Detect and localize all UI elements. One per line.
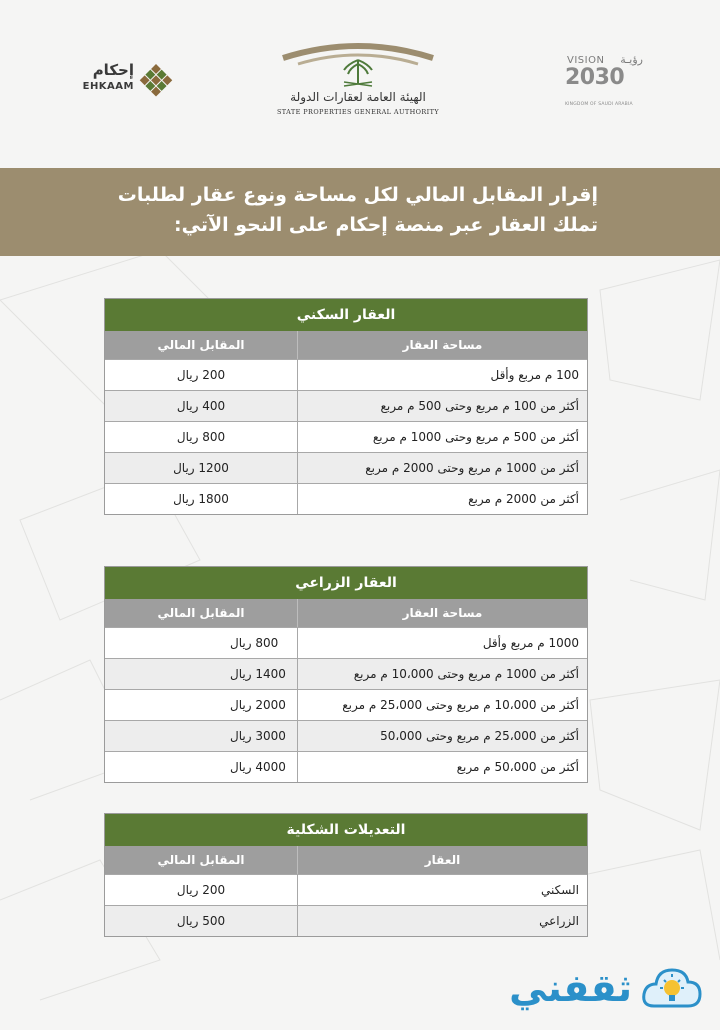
agricultural-table bbox=[104, 566, 588, 783]
cell-price: 3000 ريال bbox=[230, 729, 286, 743]
cell-area: أكثر من 25،000 م مربع وحتى 50،000 bbox=[297, 721, 587, 751]
cell-area: أكثر من 1000 م مربع وحتى 10،000 م مربع bbox=[297, 659, 587, 689]
table-title: العقار السكني bbox=[105, 299, 587, 331]
ehkaam-english: EHKAAM bbox=[82, 81, 134, 92]
cell-area: 100 م مربع وأقل bbox=[297, 360, 587, 390]
table-row bbox=[105, 452, 587, 483]
ehkaam-arabic: إحكام bbox=[92, 61, 134, 79]
thaqfny-logo bbox=[502, 958, 712, 1024]
column-header-price: المقابل المالي bbox=[157, 853, 245, 867]
banner-title bbox=[98, 180, 598, 240]
vision-word: VISION bbox=[567, 55, 605, 66]
cell-area: أكثر من 2000 م مربع bbox=[297, 484, 587, 514]
column-header-area: مساحة العقار bbox=[297, 599, 587, 627]
vision-2030-logo bbox=[555, 55, 655, 115]
cell-price: 2000 ريال bbox=[230, 698, 286, 712]
table-row bbox=[105, 720, 587, 751]
formal-amendments-table bbox=[104, 813, 588, 937]
table-row bbox=[105, 421, 587, 452]
ehkaam-logo bbox=[70, 55, 190, 125]
cell-price: 200 ريال bbox=[176, 883, 226, 897]
table-row bbox=[105, 390, 587, 421]
cell-area: أكثر من 500 م مربع وحتى 1000 م مربع bbox=[297, 422, 587, 452]
title-banner bbox=[0, 168, 720, 256]
ehkaam-mark-icon bbox=[136, 61, 176, 101]
column-header-property: العقار bbox=[297, 846, 587, 874]
banner-line-1: إقرار المقابل المالي لكل مساحة ونوع عقار لطلبات bbox=[117, 184, 598, 206]
spga-logo bbox=[268, 38, 448, 123]
table-row bbox=[105, 627, 587, 658]
cell-property: الزراعي bbox=[297, 906, 587, 936]
column-header-area: مساحة العقار bbox=[297, 331, 587, 359]
table-row bbox=[105, 689, 587, 720]
cell-price: 200 ريال bbox=[176, 368, 226, 382]
thaqfny-brand-text: ثقفني bbox=[509, 966, 632, 1010]
table-row bbox=[105, 483, 587, 514]
cell-price: 1400 ريال bbox=[230, 667, 286, 681]
cell-price: 400 ريال bbox=[176, 399, 226, 413]
cell-price: 1800 ريال bbox=[173, 492, 229, 506]
table-row bbox=[105, 874, 587, 905]
spga-arabic-name: الهيئة العامة لعقارات الدولة bbox=[290, 90, 426, 104]
cell-area: أكثر من 1000 م مربع وحتى 2000 م مربع bbox=[297, 453, 587, 483]
cell-area: 1000 م مربع وأقل bbox=[297, 628, 587, 658]
vision-year: 2030 bbox=[565, 65, 625, 90]
cell-area: أكثر من 10،000 م مربع وحتى 25،000 م مربع bbox=[297, 690, 587, 720]
table-column-headers bbox=[105, 846, 587, 874]
table-row bbox=[105, 658, 587, 689]
table-row bbox=[105, 905, 587, 936]
vision-country: KINGDOM OF SAUDI ARABIA bbox=[565, 102, 633, 107]
lightbulb-cloud-icon bbox=[640, 960, 704, 1018]
spga-emblem-icon bbox=[278, 38, 438, 90]
spga-english-name: STATE PROPERTIES GENERAL AUTHORITY bbox=[276, 108, 440, 116]
cell-property: السكني bbox=[297, 875, 587, 905]
table-title: التعديلات الشكلية bbox=[105, 814, 587, 846]
column-header-price: المقابل المالي bbox=[157, 606, 245, 620]
cell-price: 4000 ريال bbox=[230, 760, 286, 774]
banner-line-2: تملك العقار عبر منصة إحكام على النحو الآتي: bbox=[174, 214, 598, 236]
cell-area: أكثر من 50،000 م مربع bbox=[297, 752, 587, 782]
table-title: العقار الزراعي bbox=[105, 567, 587, 599]
table-row bbox=[105, 751, 587, 782]
cell-price: 1200 ريال bbox=[173, 461, 229, 475]
vision-arabic: رؤيـة bbox=[620, 53, 643, 66]
table-column-headers bbox=[105, 331, 587, 359]
residential-table bbox=[104, 298, 588, 515]
cell-price: 800 ريال bbox=[176, 430, 226, 444]
cell-price: 800 ريال bbox=[230, 636, 279, 650]
cell-price: 500 ريال bbox=[176, 914, 226, 928]
table-row bbox=[105, 359, 587, 390]
cell-area: أكثر من 100 م مربع وحتى 500 م مربع bbox=[297, 391, 587, 421]
column-header-price: المقابل المالي bbox=[157, 338, 245, 352]
table-column-headers bbox=[105, 599, 587, 627]
